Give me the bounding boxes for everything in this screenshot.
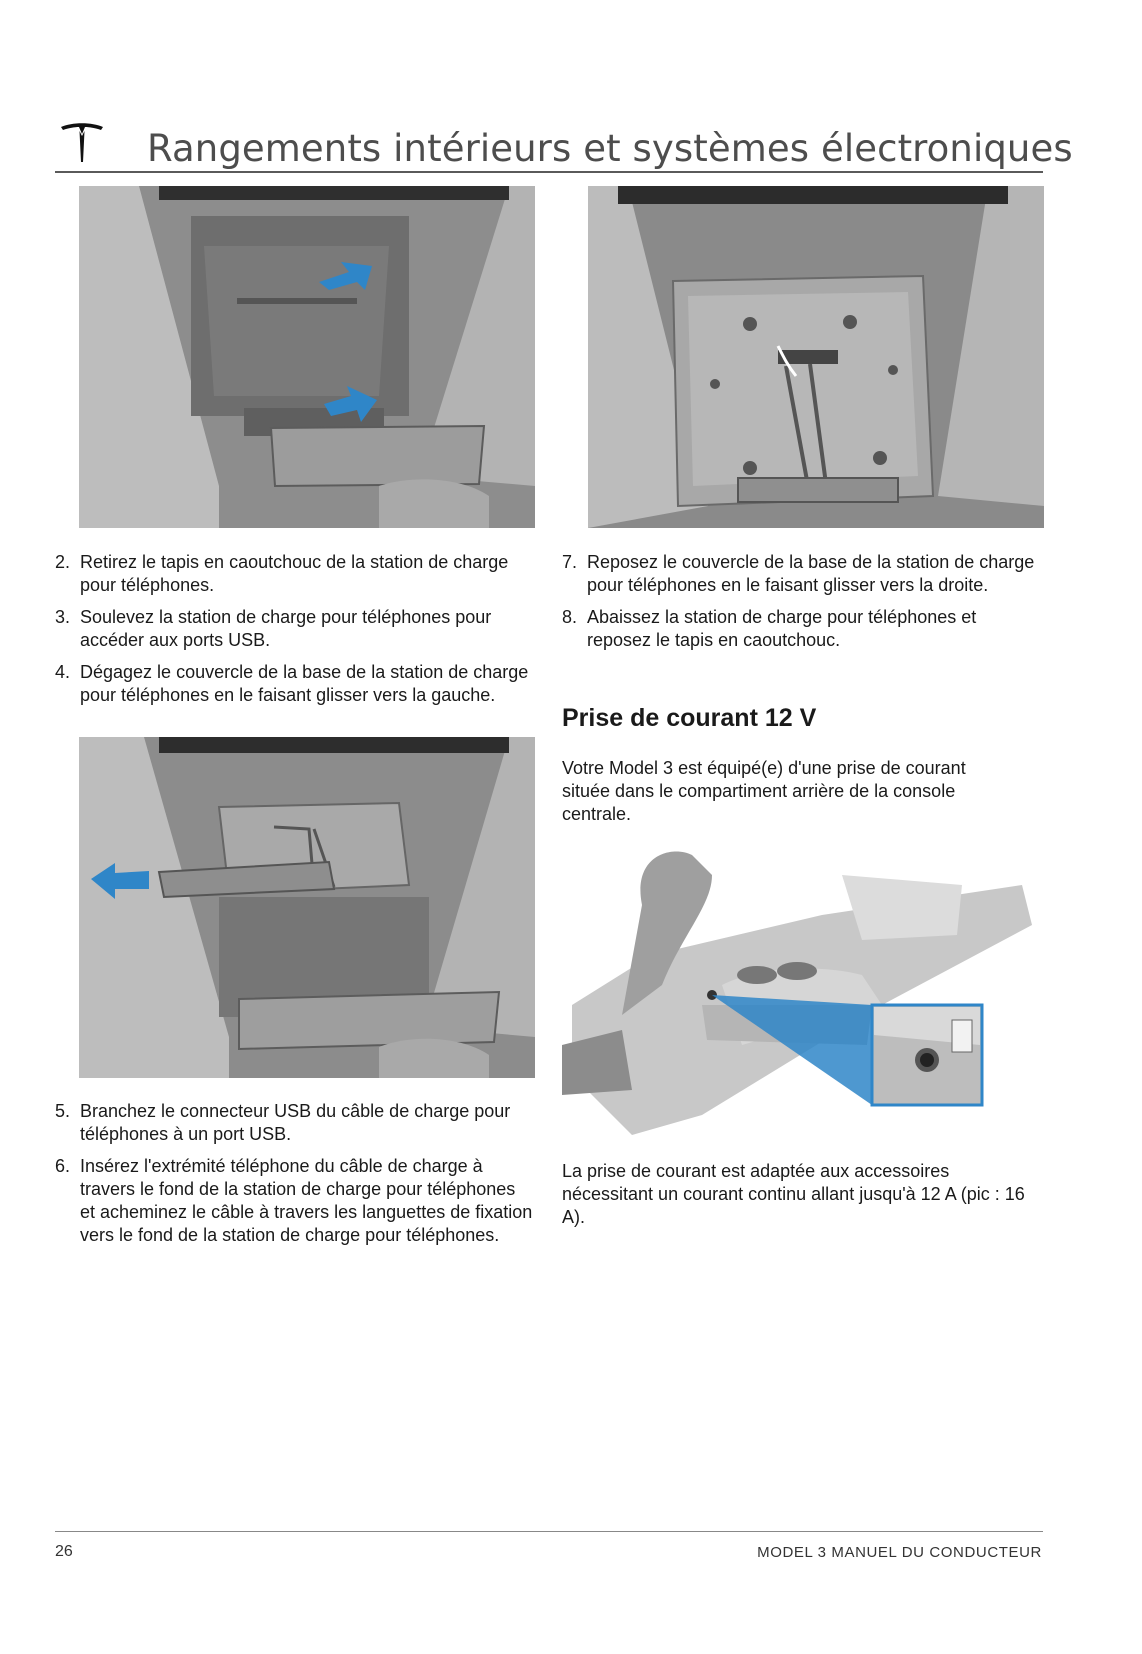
footer-divider bbox=[55, 1531, 1043, 1532]
intro-paragraph: Votre Model 3 est équipé(e) d'une prise de courant située dans le compartiment arrière de la console centrale. bbox=[562, 758, 966, 824]
step-item bbox=[55, 661, 535, 707]
step-item bbox=[55, 606, 535, 652]
step-number: 3. bbox=[55, 607, 71, 627]
steps-list-lower-left bbox=[55, 1100, 535, 1256]
step-text: Branchez le connecteur USB du câble de charge pour téléphones à un port USB. bbox=[80, 1101, 511, 1144]
step-text: Dégagez le couvercle de la base de la station de charge pour téléphones en le faisant glisser vers la gauche. bbox=[80, 662, 529, 705]
figure-charging-base-cable bbox=[588, 186, 1044, 528]
steps-list-right bbox=[562, 551, 1042, 661]
step-number: 6. bbox=[55, 1156, 71, 1176]
outlet-current-paragraph: La prise de courant est adaptée aux accessoires nécessitant un courant continu allant jusqu'à 12 A (pic : 16 A). bbox=[562, 1161, 1025, 1227]
section-heading-12v: Prise de courant 12 V bbox=[562, 704, 817, 732]
step-number: 2. bbox=[55, 552, 71, 572]
step-text: Reposez le couvercle de la base de la station de charge pour téléphones en le faisant glisser vers la droite. bbox=[587, 552, 1035, 595]
step-item bbox=[562, 551, 1042, 597]
step-number: 5. bbox=[55, 1101, 71, 1121]
step-item bbox=[55, 551, 535, 597]
step-text: Insérez l'extrémité téléphone du câble de charge à travers le fond de la station de charge pour téléphones et acheminez le câble à travers les languettes de fixation vers le fond de la station de charge pour téléphones. bbox=[80, 1156, 533, 1245]
step-text: Abaissez la station de charge pour téléphones et reposez le tapis en caoutchouc. bbox=[587, 607, 977, 650]
tesla-logo-icon bbox=[58, 118, 106, 166]
step-item bbox=[55, 1100, 535, 1146]
figure-slide-cover-left bbox=[79, 737, 535, 1078]
page-number: 26 bbox=[55, 1543, 73, 1560]
step-text: Retirez le tapis en caoutchouc de la station de charge pour téléphones. bbox=[80, 552, 509, 595]
title-divider bbox=[55, 171, 1043, 173]
step-number: 8. bbox=[562, 607, 578, 627]
step-number: 7. bbox=[562, 552, 578, 572]
step-text: Soulevez la station de charge pour téléphones pour accéder aux ports USB. bbox=[80, 607, 492, 650]
step-item bbox=[55, 1155, 535, 1247]
step-item bbox=[562, 606, 1042, 652]
steps-list-upper-left bbox=[55, 551, 535, 716]
page-title: Rangements intérieurs et systèmes électroniques bbox=[147, 127, 1073, 170]
step-number: 4. bbox=[55, 662, 71, 682]
figure-console-power-outlet bbox=[562, 845, 1044, 1135]
manual-title: MODEL 3 MANUEL DU CONDUCTEUR bbox=[757, 1544, 1042, 1561]
figure-lift-charging-station bbox=[79, 186, 535, 528]
